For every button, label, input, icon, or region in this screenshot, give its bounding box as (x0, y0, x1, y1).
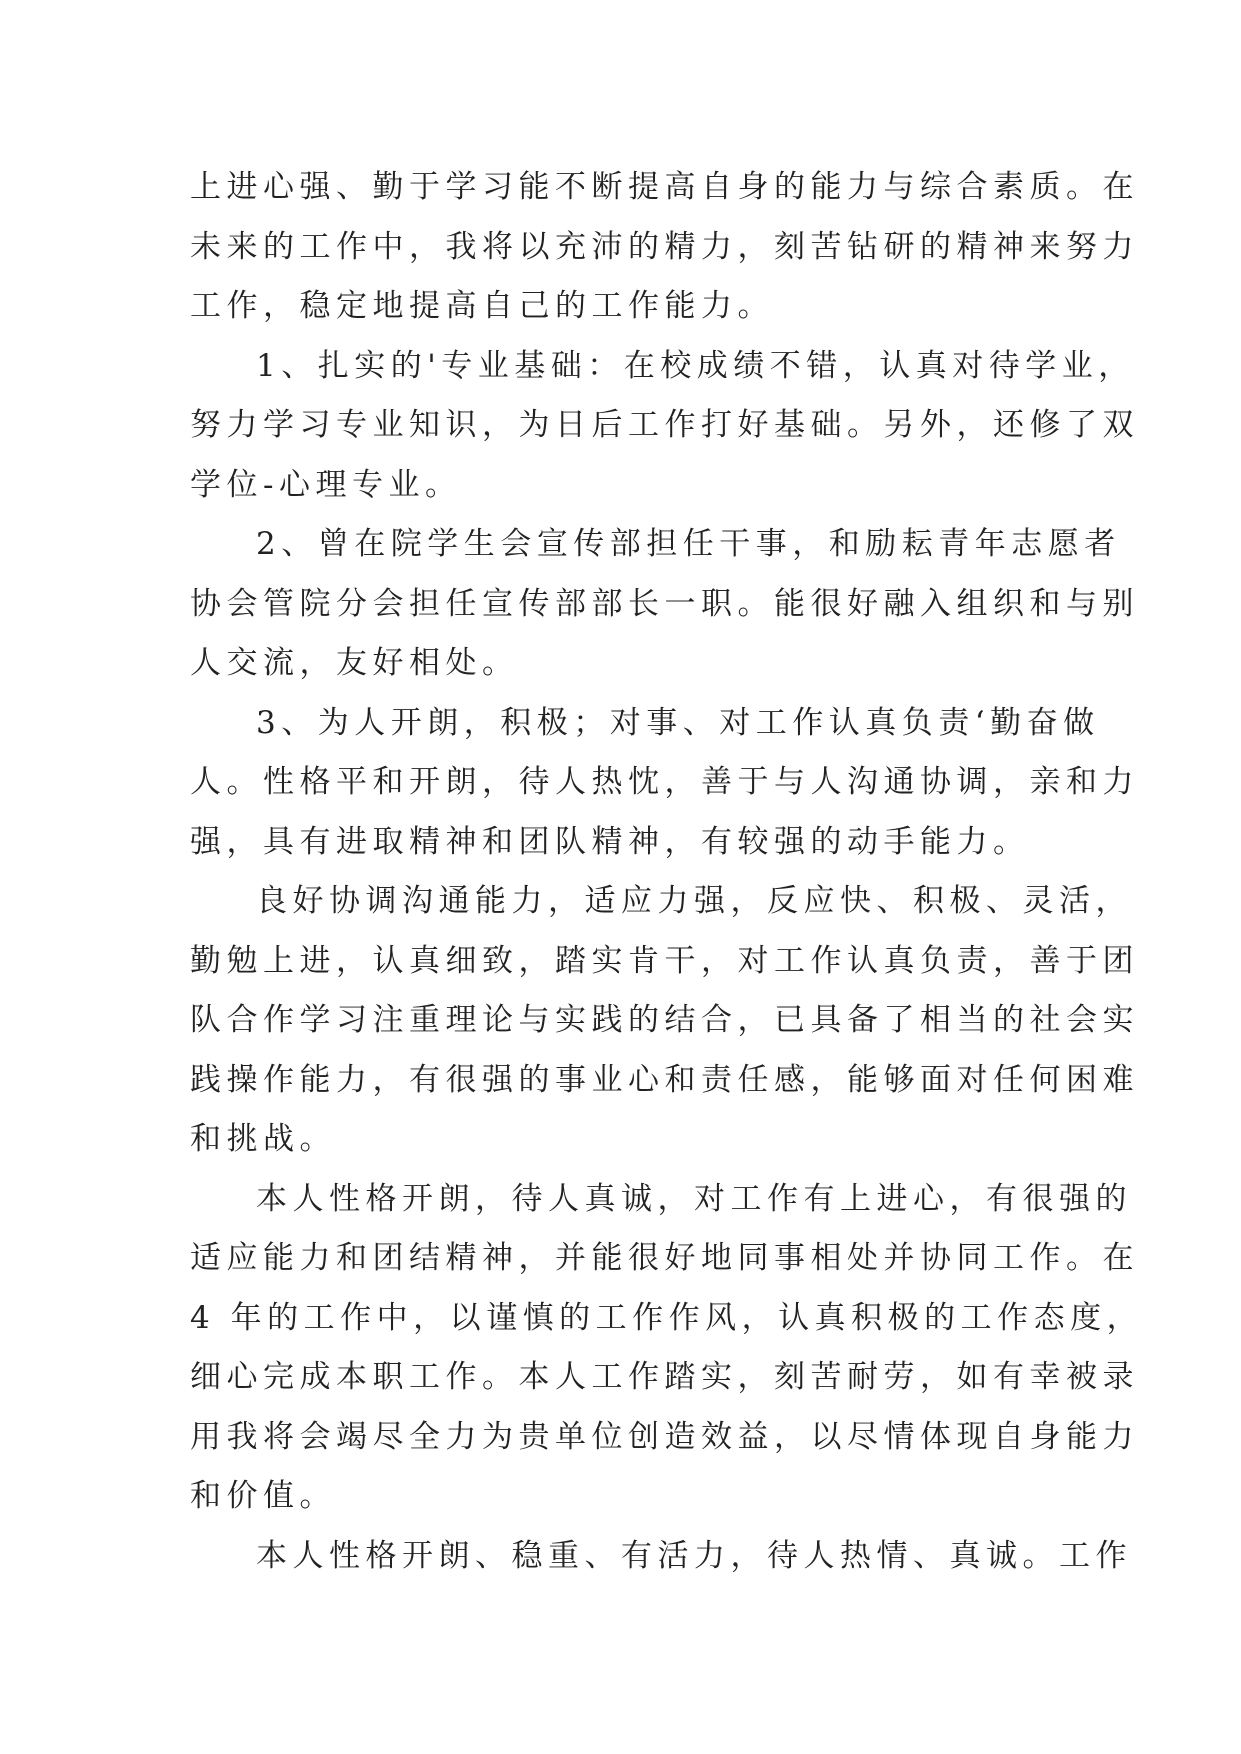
text-line: 1、扎实的'专业基础：在校成绩不错，认真对待学业， (256, 347, 1135, 384)
text-line: 践操作能力，有很强的事业心和责任感，能够面对任何困难 (190, 1061, 1139, 1098)
paragraph-3 (190, 515, 1139, 694)
paragraph-2 (190, 337, 1139, 516)
text-line: 工作，稳定地提高自己的工作能力。 (190, 288, 774, 324)
text-line: 适应能力和团结精神，并能很好地同事相处并协同工作。在 (190, 1240, 1139, 1276)
paragraph-7 (190, 1527, 1132, 1587)
text-line: 和挑战。 (190, 1121, 336, 1157)
text-line: 细心完成本职工作。本人工作踏实，刻苦耐劳，如有幸被录 (190, 1359, 1139, 1395)
text-line: 本人性格开朗，待人真诚，对工作有上进心，有很强的 (256, 1180, 1132, 1217)
text-line: 本人性格开朗、稳重、有活力，待人热情、真诚。工作 (256, 1537, 1132, 1574)
text-line: 人。性格平和开朗，待人热忱，善于与人沟通协调，亲和力 (190, 764, 1139, 800)
paragraph-1 (190, 158, 1139, 337)
text-line: 人交流，友好相处。 (190, 645, 519, 681)
document-body (190, 158, 1144, 1586)
text-line: 上进心强、勤于学习能不断提高自身的能力与综合素质。在 (190, 169, 1139, 205)
text-line: 和价值。 (190, 1478, 336, 1514)
text-line: 努力学习专业知识，为日后工作打好基础。另外，还修了双 (190, 407, 1139, 443)
paragraph-4 (190, 694, 1139, 873)
text-line: 良好协调沟通能力，适应力强，反应快、积极、灵活， (256, 883, 1132, 919)
paragraph-5 (190, 872, 1139, 1170)
text-line: 3、为人开朗，积极；对事、对工作认真负责‘勤奋做 (256, 704, 1100, 741)
text-line: 勤勉上进，认真细致，踏实肯干，对工作认真负责，善于团 (190, 942, 1139, 979)
text-line: 学位-心理专业。 (190, 466, 462, 503)
text-line: 4 年的工作中，以谨慎的工作作风，认真积极的工作态度， (190, 1299, 1144, 1336)
text-line: 未来的工作中，我将以充沛的精力，刻苦钻研的精神来努力 (190, 228, 1139, 265)
text-line: 队合作学习注重理论与实践的结合，已具备了相当的社会实 (190, 1002, 1139, 1038)
paragraph-6 (190, 1170, 1144, 1527)
text-line: 2、曾在院学生会宣传部担任干事，和励耘青年志愿者 (256, 526, 1121, 562)
text-line: 用我将会竭尽全力为贵单位创造效益，以尽情体现自身能力 (190, 1418, 1139, 1455)
text-line: 强，具有进取精神和团队精神，有较强的动手能力。 (190, 823, 1030, 860)
text-line: 协会管院分会担任宣传部部长一职。能很好融入组织和与别 (190, 585, 1139, 622)
